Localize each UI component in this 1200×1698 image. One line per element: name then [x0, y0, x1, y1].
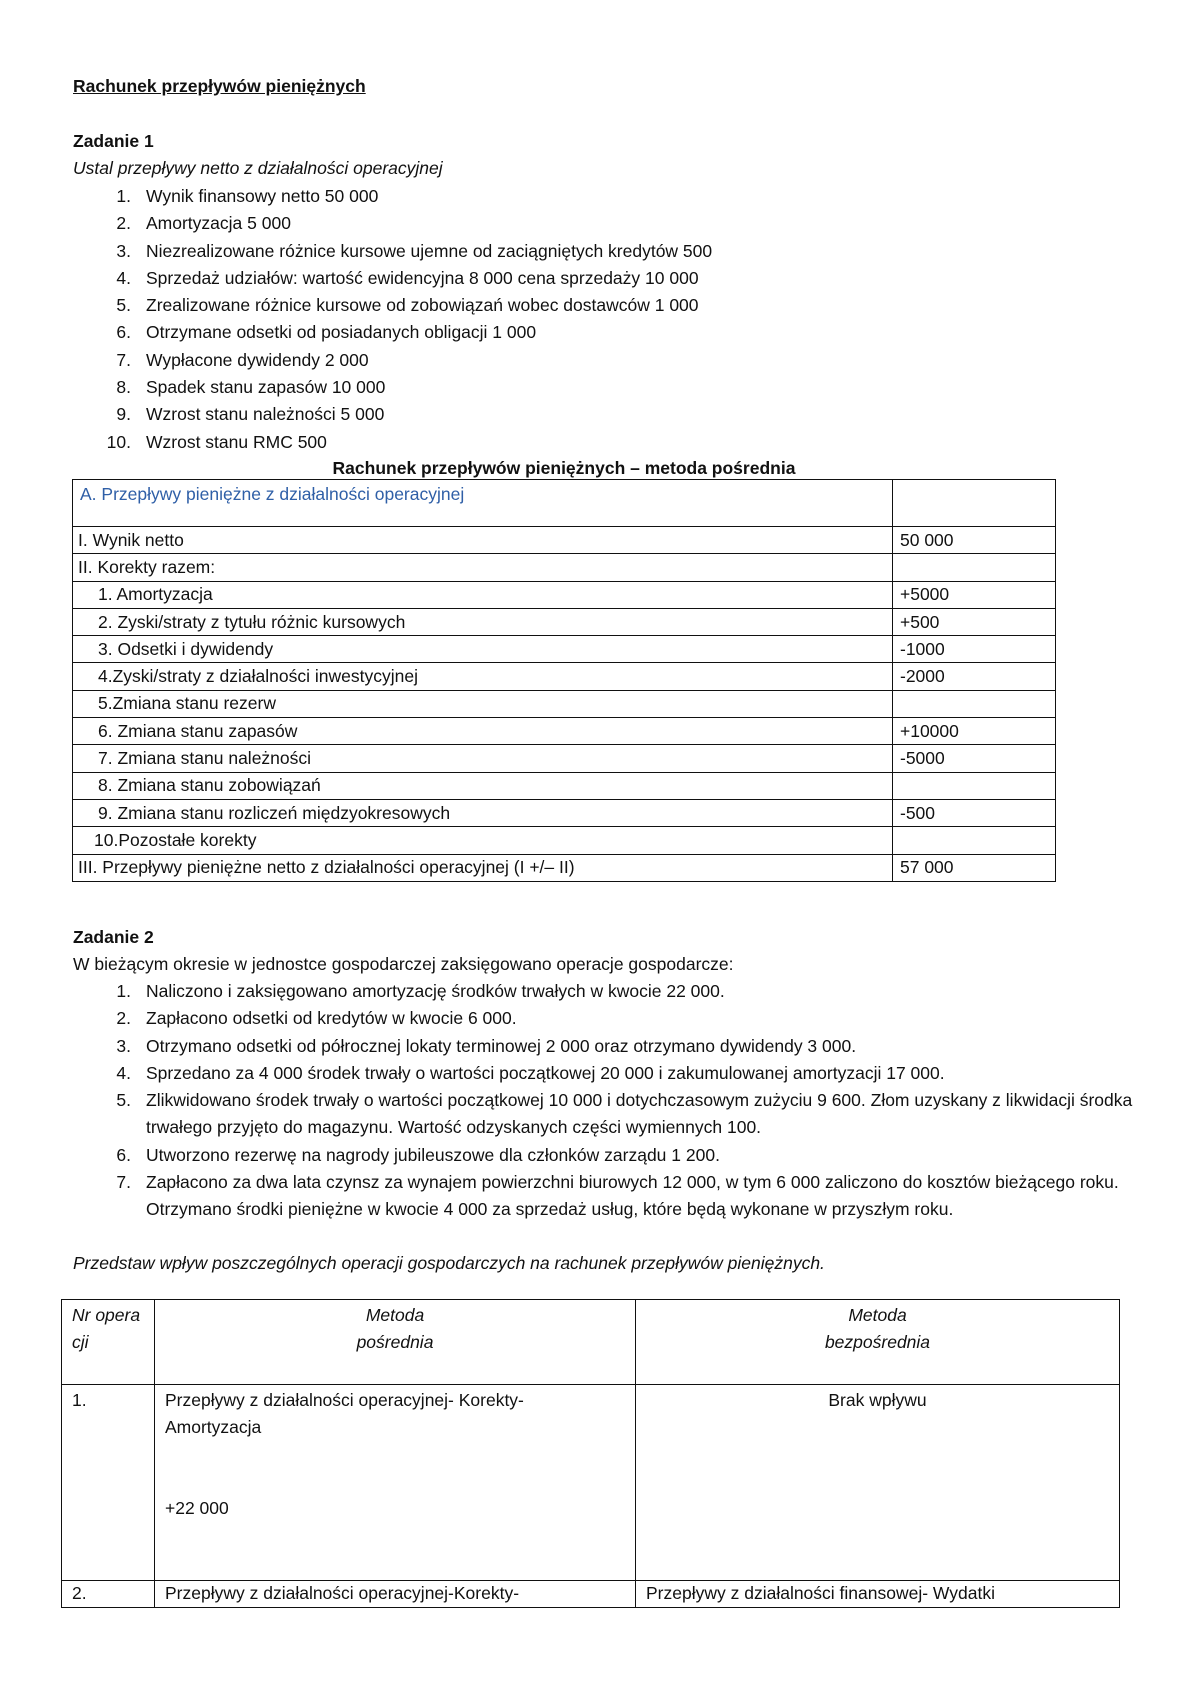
table-row — [73, 718, 1056, 745]
table-row — [73, 690, 1056, 717]
list-item: 3. Niezrealizowane różnice kursowe ujemne od zaciągniętych kredytów 500 — [116, 240, 713, 261]
table-row — [73, 772, 1056, 799]
row-value — [893, 772, 1056, 799]
task2-intro: W bieżącym okresie w jednostce gospodarczej zaksięgowano operacje gospodarcze: — [73, 954, 734, 974]
row-label: 7. Zmiana stanu należności — [73, 745, 893, 772]
row-label: 8. Zmiana stanu zobowiązań — [73, 772, 893, 799]
table-row — [73, 745, 1056, 772]
row-label: I. Wynik netto — [73, 527, 893, 554]
table-row — [73, 636, 1056, 663]
task2-heading: Zadanie 2 — [73, 927, 154, 947]
row-indirect: Przepływy z działalności operacyjnej- Korekty- Amortyzacja +22 000 — [155, 1385, 636, 1581]
list-item: 7. Wypłacone dywidendy 2 000 — [116, 349, 369, 370]
operations-table — [61, 1299, 1120, 1608]
task2-list — [73, 978, 1146, 1224]
table-header-label: A. Przepływy pieniężne z działalności operacyjnej — [73, 480, 893, 527]
row-value: -5000 — [893, 745, 1056, 772]
table1-title: Rachunek przepływów pieniężnych – metoda pośrednia — [332, 458, 796, 478]
row-label: 5.Zmiana stanu rezerw — [73, 690, 893, 717]
row-value: 57 000 — [893, 854, 1056, 881]
table-header-value — [893, 480, 1056, 527]
table-row — [73, 854, 1056, 881]
task2-instruction: Przedstaw wpływ poszczególnych operacji gospodarczych na rachunek przepływów pieniężnych. — [73, 1253, 825, 1273]
task1-heading: Zadanie 1 — [73, 131, 154, 151]
list-item: 1. Wynik finansowy netto 50 000 — [116, 186, 379, 206]
indirect-method-table — [72, 479, 1056, 882]
list-item: 5. Zlikwidowano środek trwały o wartości początkowej 10 000 i dotychczasowym zużyciu 9 600. Złom uzyskany z likwidacji środka trwałego przyjęto do magazynu. Wartość odzyskanych części wymiennych 100. — [116, 1090, 1133, 1138]
table-header-row — [73, 480, 1056, 527]
list-item: 5. Zrealizowane różnice kursowe od zobowiązań wobec dostawców 1 000 — [116, 295, 699, 316]
table-row — [73, 827, 1056, 854]
table-row — [73, 663, 1056, 690]
nr-header: Nr operacji — [62, 1300, 155, 1385]
row-value: -2000 — [893, 663, 1056, 690]
row-value: 50 000 — [893, 527, 1056, 554]
row-label: 9. Zmiana stanu rozliczeń międzyokresowych — [73, 799, 893, 826]
task1-instruction: Ustal przepływy netto z działalności operacyjnej — [73, 158, 443, 178]
table-row — [73, 527, 1056, 554]
row-label: 6. Zmiana stanu zapasów — [73, 718, 893, 745]
row-direct: Przepływy z działalności finansowej- Wydatki — [636, 1581, 1120, 1608]
list-item: 2. Zapłacono odsetki od kredytów w kwocie 6 000. — [116, 1008, 517, 1029]
row-value: +500 — [893, 608, 1056, 635]
row-value: -500 — [893, 799, 1056, 826]
row-value — [893, 690, 1056, 717]
table-row — [62, 1581, 1120, 1608]
task1-list — [73, 183, 712, 456]
list-item: 6. Otrzymane odsetki od posiadanych obligacji 1 000 — [116, 322, 537, 343]
row-number: 2. — [62, 1581, 155, 1608]
document-title: Rachunek przepływów pieniężnych — [73, 76, 366, 96]
row-label: 10.Pozostałe korekty — [73, 827, 893, 854]
list-item: 4. Sprzedaż udziałów: wartość ewidencyjna 8 000 cena sprzedaży 10 000 — [116, 267, 699, 288]
table-row — [62, 1385, 1120, 1581]
list-item: 7. Zapłacono za dwa lata czynsz za wynajem powierzchni biurowych 12 000, w tym 6 000 zaliczono do kosztów bieżącego roku. Otrzymano środki pieniężne w kwocie 4 000 za sprzedaż usług, które będą wykonane w przyszłym roku. — [116, 1172, 1119, 1220]
list-item: 4. Sprzedano za 4 000 środek trwały o wartości początkowej 20 000 i zakumulowanej amortyzacji 17 000. — [116, 1062, 945, 1083]
row-value — [893, 554, 1056, 581]
row-value: +10000 — [893, 718, 1056, 745]
list-item: 6. Utworzono rezerwę na nagrody jubileuszowe dla członków zarządu 1 200. — [116, 1144, 720, 1165]
row-label: 3. Odsetki i dywidendy — [73, 636, 893, 663]
row-label: 4.Zyski/straty z działalności inwestycyjnej — [73, 663, 893, 690]
row-direct: Brak wpływu — [636, 1385, 1120, 1581]
table-header-row — [62, 1300, 1120, 1385]
list-item: 9. Wzrost stanu należności 5 000 — [116, 404, 385, 425]
row-value — [893, 827, 1056, 854]
row-value: -1000 — [893, 636, 1056, 663]
list-item: 1. Naliczono i zaksięgowano amortyzację środków trwałych w kwocie 22 000. — [116, 981, 725, 1001]
row-label: II. Korekty razem: — [73, 554, 893, 581]
row-indirect: Przepływy z działalności operacyjnej-Korekty- — [155, 1581, 636, 1608]
row-value: +5000 — [893, 581, 1056, 608]
row-label: 1. Amortyzacja — [73, 581, 893, 608]
table-row — [73, 799, 1056, 826]
list-item: 10. Wzrost stanu RMC 500 — [106, 431, 327, 452]
row-label: 2. Zyski/straty z tytułu różnic kursowych — [73, 608, 893, 635]
list-item: 8. Spadek stanu zapasów 10 000 — [116, 377, 386, 398]
table-row — [73, 608, 1056, 635]
row-label: III. Przepływy pieniężne netto z działalności operacyjnej (I +/– II) — [73, 854, 893, 881]
table-row — [73, 554, 1056, 581]
indirect-header: Metoda pośrednia — [155, 1300, 636, 1385]
direct-header: Metoda bezpośrednia — [636, 1300, 1120, 1385]
list-item: 3. Otrzymano odsetki od półrocznej lokaty terminowej 2 000 oraz otrzymano dywidendy 3 000. — [116, 1035, 857, 1056]
table-row — [73, 581, 1056, 608]
row-number: 1. — [62, 1385, 155, 1581]
list-item: 2. Amortyzacja 5 000 — [116, 213, 291, 234]
